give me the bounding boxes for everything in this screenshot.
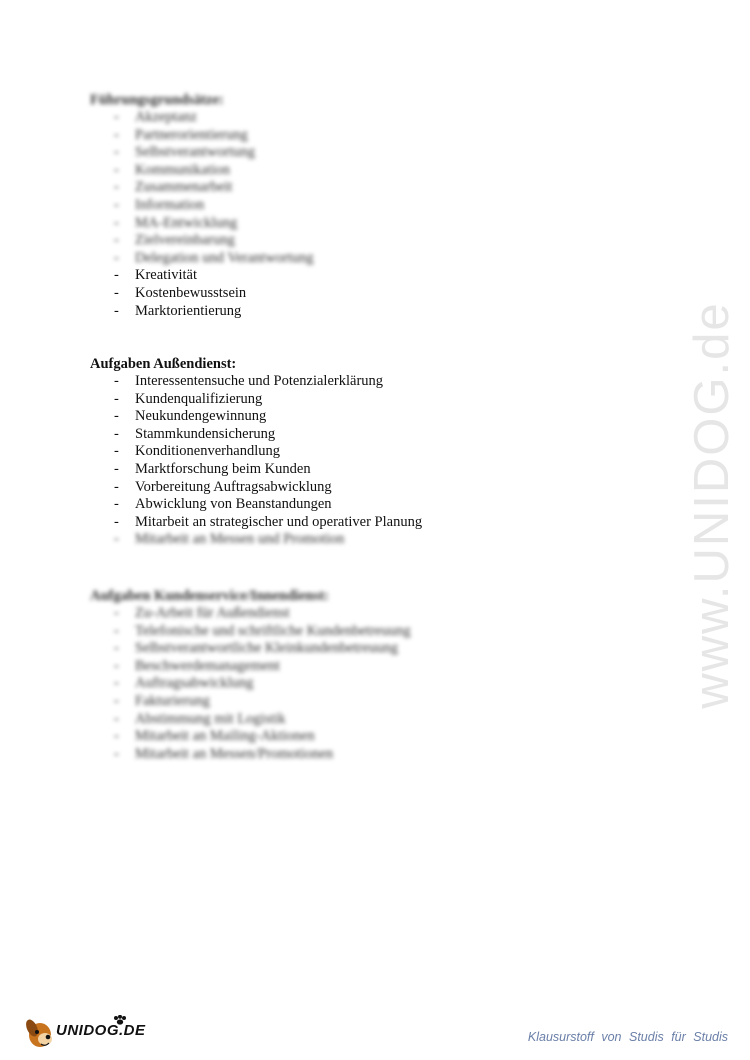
list-item-text: Mitarbeit an strategischer und operativer Planung xyxy=(135,513,423,530)
list-item-text: Auftragsabwicklung xyxy=(135,675,254,692)
list-item-text: Selbstverantwortung xyxy=(135,144,256,161)
list-item xyxy=(90,179,610,197)
bullet-dash: - xyxy=(114,214,119,231)
bullet-dash: - xyxy=(114,390,119,407)
list-item xyxy=(90,197,610,215)
list-item xyxy=(90,623,610,641)
list-item-text: Mitarbeit an Mailing-Aktionen xyxy=(135,728,315,745)
bullet-dash: - xyxy=(114,408,119,425)
list-item xyxy=(90,391,610,409)
bullet-dash: - xyxy=(114,675,119,692)
list-item-text: Zu-Arbeit für Außendienst xyxy=(135,605,290,621)
list-item-text: Fakturierung xyxy=(135,692,210,709)
list-item xyxy=(90,514,610,532)
list-item xyxy=(90,658,610,676)
bullet-dash: - xyxy=(114,109,119,125)
list-item-text: Zielvereinbarung xyxy=(135,232,235,249)
list-item-text: Abwicklung von Beanstandungen xyxy=(135,496,332,513)
list-item xyxy=(90,531,610,549)
bullet-dash: - xyxy=(114,640,119,657)
bullet-dash: - xyxy=(114,126,119,143)
list-item-text: Information xyxy=(135,196,205,213)
list-item-text: Zusammenarbeit xyxy=(135,179,233,196)
section-heading: Führungsgrundsätze: xyxy=(90,92,224,108)
list-item xyxy=(90,127,610,145)
bullet-dash: - xyxy=(114,728,119,745)
bullet-dash: - xyxy=(114,513,119,530)
list-item xyxy=(90,693,610,711)
list-item xyxy=(90,373,610,391)
list-item-text: Neukundengewinnung xyxy=(135,408,267,425)
bullet-dash: - xyxy=(114,745,119,762)
bullet-dash: - xyxy=(114,249,119,266)
list-item xyxy=(90,605,610,623)
bullet-dash: - xyxy=(114,284,119,301)
bullet-dash: - xyxy=(114,161,119,178)
bullet-list xyxy=(90,373,610,549)
list-item xyxy=(90,250,610,268)
section-heading: Aufgaben Außendienst: xyxy=(90,356,237,372)
bullet-list xyxy=(90,109,610,320)
list-item xyxy=(90,640,610,658)
bullet-dash: - xyxy=(114,478,119,495)
list-item xyxy=(90,109,610,127)
section-fuehrungsgrundsaetze xyxy=(90,91,610,320)
list-item-text: Kommunikation xyxy=(135,161,231,178)
list-item-text: Interessentensuche und Potenzialerklärung xyxy=(135,373,384,389)
list-item-text: Partnerorientierung xyxy=(135,126,248,143)
bullet-dash: - xyxy=(114,232,119,249)
list-item xyxy=(90,408,610,426)
bullet-dash: - xyxy=(114,302,119,319)
list-item-text: Kreativität xyxy=(135,267,198,284)
bullet-dash: - xyxy=(114,531,119,548)
section-heading: Aufgaben Kundenservice/Innendienst: xyxy=(90,588,329,604)
list-item xyxy=(90,144,610,162)
list-item-text: Mitarbeit an Messen/Promotionen xyxy=(135,745,334,762)
footer-tagline: Klausurstoff von Studis für Studis xyxy=(527,1030,728,1044)
list-item-text: Konditionenverhandlung xyxy=(135,443,280,460)
section-aufgaben-kundenservice xyxy=(90,587,610,763)
bullet-dash: - xyxy=(114,196,119,213)
list-item xyxy=(90,303,610,321)
list-item-text: Delegation und Verantwortung xyxy=(135,249,314,266)
list-item-text: Kundenqualifizierung xyxy=(135,390,263,407)
list-item xyxy=(90,479,610,497)
bullet-dash: - xyxy=(114,692,119,709)
list-item-text: Mitarbeit an Messen und Promotion xyxy=(135,531,345,548)
list-item-text: Marktforschung beim Kunden xyxy=(135,460,311,477)
bullet-dash: - xyxy=(114,496,119,513)
logo-text: UNIDOG.DE xyxy=(56,1022,146,1039)
list-item-text: Marktorientierung xyxy=(135,302,242,319)
section-aufgaben-aussendienst xyxy=(90,355,610,549)
list-item xyxy=(90,426,610,444)
list-item xyxy=(90,443,610,461)
list-item xyxy=(90,215,610,233)
bullet-dash: - xyxy=(114,267,119,284)
list-item xyxy=(90,675,610,693)
bullet-dash: - xyxy=(114,605,119,621)
bullet-dash: - xyxy=(114,622,119,639)
list-item xyxy=(90,232,610,250)
list-item-text: Selbstverantwortliche Kleinkundenbetreuung xyxy=(135,640,398,657)
list-item xyxy=(90,285,610,303)
bullet-dash: - xyxy=(114,144,119,161)
bullet-dash: - xyxy=(114,710,119,727)
bullet-dash: - xyxy=(114,425,119,442)
list-item xyxy=(90,162,610,180)
list-item xyxy=(90,746,610,764)
list-item-text: Stammkundensicherung xyxy=(135,425,276,442)
list-item-text: Beschwerdemanagement xyxy=(135,657,280,674)
list-item-text: Kostenbewusstsein xyxy=(135,284,247,301)
bullet-dash: - xyxy=(114,460,119,477)
list-item xyxy=(90,496,610,514)
list-item xyxy=(90,267,610,285)
list-item-text: Vorbereitung Auftragsabwicklung xyxy=(135,478,332,495)
list-item-text: MA-Entwicklung xyxy=(135,214,238,231)
list-item-text: Telefonische und schriftliche Kundenbetreuung xyxy=(135,622,411,639)
list-item-text: Abstimmung mit Logistik xyxy=(135,710,286,727)
list-item xyxy=(90,728,610,746)
list-item xyxy=(90,461,610,479)
bullet-dash: - xyxy=(114,373,119,389)
bullet-dash: - xyxy=(114,179,119,196)
list-item-text: Akzeptanz xyxy=(135,109,197,125)
bullet-dash: - xyxy=(114,657,119,674)
bullet-dash: - xyxy=(114,443,119,460)
watermark-text: www.UNIDOG.de xyxy=(685,301,739,709)
list-item xyxy=(90,711,610,729)
bullet-list xyxy=(90,605,610,763)
